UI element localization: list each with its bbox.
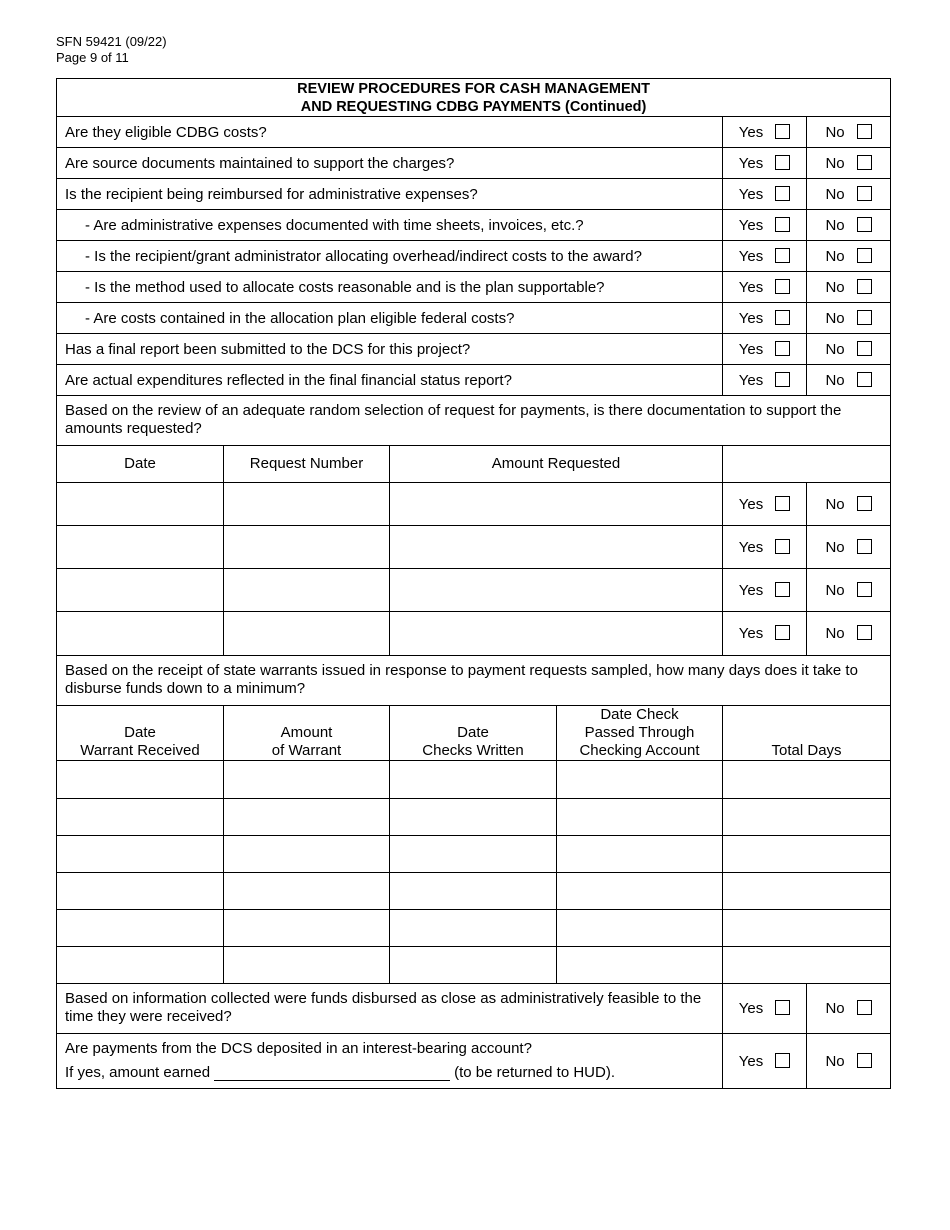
warrants-col-date-received: Date Warrant Received bbox=[57, 706, 224, 761]
no-label: No bbox=[825, 340, 845, 358]
warrants-col-checks-written: Date Checks Written bbox=[390, 706, 557, 761]
no-label: No bbox=[825, 371, 845, 389]
yes-checkbox[interactable] bbox=[775, 310, 790, 325]
no-label: No bbox=[825, 309, 845, 327]
request-number-cell[interactable] bbox=[224, 569, 390, 612]
no-checkbox[interactable] bbox=[857, 155, 872, 170]
question-text: Has a final report been submitted to the DCS for this project? bbox=[57, 334, 723, 365]
question-row bbox=[57, 117, 891, 148]
yes-label: Yes bbox=[738, 1052, 764, 1070]
date-received-cell[interactable] bbox=[57, 910, 224, 947]
no-label: No bbox=[825, 1000, 845, 1017]
yes-label: Yes bbox=[738, 278, 764, 296]
warrants-col-total-days: Total Days bbox=[723, 706, 891, 761]
yes-checkbox[interactable] bbox=[775, 372, 790, 387]
checks-written-cell[interactable] bbox=[390, 873, 557, 910]
total-days-cell[interactable] bbox=[723, 947, 891, 984]
question-row bbox=[57, 303, 891, 334]
warrants-row bbox=[57, 761, 891, 799]
payments-row bbox=[57, 483, 891, 526]
checks-written-cell[interactable] bbox=[390, 947, 557, 984]
amount-cell[interactable] bbox=[224, 910, 390, 947]
yes-checkbox[interactable] bbox=[775, 124, 790, 139]
amount-cell[interactable] bbox=[390, 569, 723, 612]
yes-checkbox[interactable] bbox=[775, 539, 790, 554]
form-header bbox=[56, 34, 167, 66]
payments-col-request-number: Request Number bbox=[224, 446, 390, 483]
no-checkbox[interactable] bbox=[857, 248, 872, 263]
payments-col-answer bbox=[723, 446, 891, 483]
yes-checkbox[interactable] bbox=[775, 279, 790, 294]
payments-col-amount: Amount Requested bbox=[390, 446, 723, 483]
question-row bbox=[57, 148, 891, 179]
passed-through-cell[interactable] bbox=[557, 910, 723, 947]
no-checkbox[interactable] bbox=[857, 496, 872, 511]
warrants-row bbox=[57, 910, 891, 947]
date-received-cell[interactable] bbox=[57, 799, 224, 836]
warrants-header-row bbox=[57, 706, 891, 761]
yes-label: Yes bbox=[738, 625, 764, 642]
question-text: Are they eligible CDBG costs? bbox=[57, 117, 723, 148]
no-checkbox[interactable] bbox=[857, 1053, 872, 1068]
no-label: No bbox=[825, 538, 845, 556]
question-row bbox=[57, 179, 891, 210]
amount-cell[interactable] bbox=[390, 526, 723, 569]
yes-checkbox[interactable] bbox=[775, 582, 790, 597]
interest-amount-field[interactable] bbox=[214, 1065, 450, 1081]
interest-question bbox=[57, 1034, 723, 1089]
payments-row bbox=[57, 569, 891, 612]
interest-amount-note: (to be returned to HUD). bbox=[454, 1064, 615, 1081]
yes-checkbox[interactable] bbox=[775, 496, 790, 511]
yes-checkbox[interactable] bbox=[775, 1000, 790, 1015]
yes-label: Yes bbox=[738, 495, 764, 513]
yes-checkbox[interactable] bbox=[775, 186, 790, 201]
warrants-row bbox=[57, 799, 891, 836]
yes-checkbox[interactable] bbox=[775, 1053, 790, 1068]
question-text: - Is the recipient/grant administrator allocating overhead/indirect costs to the award? bbox=[57, 241, 723, 272]
no-label: No bbox=[825, 625, 845, 642]
question-text: - Are administrative expenses documented with time sheets, invoices, etc.? bbox=[57, 210, 723, 241]
amount-cell[interactable] bbox=[224, 761, 390, 799]
amount-cell[interactable] bbox=[390, 483, 723, 526]
yes-label: Yes bbox=[738, 123, 764, 141]
question-row bbox=[57, 272, 891, 303]
warrants-row bbox=[57, 947, 891, 984]
date-received-cell[interactable] bbox=[57, 836, 224, 873]
yes-label: Yes bbox=[738, 340, 764, 358]
payments-header-row bbox=[57, 446, 891, 483]
payments-row bbox=[57, 526, 891, 569]
total-days-cell[interactable] bbox=[723, 873, 891, 910]
no-label: No bbox=[825, 154, 845, 172]
request-number-cell[interactable] bbox=[224, 612, 390, 656]
question-row bbox=[57, 984, 891, 1034]
section-title: REVIEW PROCEDURES FOR CASH MANAGEMENT AND REQUESTING CDBG PAYMENTS (Continued) bbox=[57, 79, 891, 117]
date-cell[interactable] bbox=[57, 483, 224, 526]
payments-prompt: Based on the review of an adequate random selection of request for payments, is there documentation to support the amounts requested? bbox=[57, 396, 891, 446]
no-checkbox[interactable] bbox=[857, 341, 872, 356]
question-text: - Are costs contained in the allocation plan eligible federal costs? bbox=[57, 303, 723, 334]
no-checkbox[interactable] bbox=[857, 625, 872, 640]
warrants-row bbox=[57, 873, 891, 910]
amount-cell[interactable] bbox=[224, 799, 390, 836]
no-checkbox[interactable] bbox=[857, 1000, 872, 1015]
yes-label: Yes bbox=[738, 1000, 764, 1017]
no-label: No bbox=[825, 216, 845, 234]
checks-written-cell[interactable] bbox=[390, 836, 557, 873]
date-cell[interactable] bbox=[57, 612, 224, 656]
form-code: SFN 59421 (09/22) bbox=[56, 34, 167, 49]
no-checkbox[interactable] bbox=[857, 186, 872, 201]
question-row bbox=[57, 241, 891, 272]
checks-written-cell[interactable] bbox=[390, 799, 557, 836]
warrants-row bbox=[57, 836, 891, 873]
no-label: No bbox=[825, 185, 845, 203]
request-number-cell[interactable] bbox=[224, 526, 390, 569]
passed-through-cell[interactable] bbox=[557, 836, 723, 873]
amount-cell[interactable] bbox=[224, 873, 390, 910]
no-label: No bbox=[825, 581, 845, 599]
date-cell[interactable] bbox=[57, 569, 224, 612]
question-text: Are source documents maintained to support the charges? bbox=[57, 148, 723, 179]
no-checkbox[interactable] bbox=[857, 582, 872, 597]
no-label: No bbox=[825, 247, 845, 265]
total-days-cell[interactable] bbox=[723, 910, 891, 947]
yes-checkbox[interactable] bbox=[775, 625, 790, 640]
no-checkbox[interactable] bbox=[857, 124, 872, 139]
date-cell[interactable] bbox=[57, 526, 224, 569]
question-text: - Is the method used to allocate costs reasonable and is the plan supportable? bbox=[57, 272, 723, 303]
total-days-cell[interactable] bbox=[723, 761, 891, 799]
interest-question-text: Are payments from the DCS deposited in an interest-bearing account? bbox=[65, 1040, 532, 1057]
question-row bbox=[57, 1034, 891, 1089]
review-table bbox=[56, 78, 891, 1089]
yes-label: Yes bbox=[738, 581, 764, 599]
question-row bbox=[57, 210, 891, 241]
yes-label: Yes bbox=[738, 247, 764, 265]
passed-through-cell[interactable] bbox=[557, 761, 723, 799]
checks-written-cell[interactable] bbox=[390, 910, 557, 947]
amount-cell[interactable] bbox=[390, 612, 723, 656]
question-text: Are actual expenditures reflected in the final financial status report? bbox=[57, 365, 723, 396]
no-checkbox[interactable] bbox=[857, 217, 872, 232]
amount-cell[interactable] bbox=[224, 836, 390, 873]
no-label: No bbox=[825, 123, 845, 141]
yes-label: Yes bbox=[738, 538, 764, 556]
yes-checkbox[interactable] bbox=[775, 248, 790, 263]
date-received-cell[interactable] bbox=[57, 873, 224, 910]
warrants-col-amount: Amount of Warrant bbox=[224, 706, 390, 761]
disbursed-question: Based on information collected were funds disbursed as close as administratively feasible to the time they were received? bbox=[57, 984, 723, 1034]
yes-label: Yes bbox=[738, 216, 764, 234]
amount-cell[interactable] bbox=[224, 947, 390, 984]
no-checkbox[interactable] bbox=[857, 279, 872, 294]
payments-row bbox=[57, 612, 891, 656]
no-label: No bbox=[825, 495, 845, 513]
question-row bbox=[57, 365, 891, 396]
no-label: No bbox=[825, 278, 845, 296]
question-text: Is the recipient being reimbursed for administrative expenses? bbox=[57, 179, 723, 210]
warrants-prompt: Based on the receipt of state warrants issued in response to payment requests sampled, how many days does it take to disburse funds down to a minimum? bbox=[57, 656, 891, 706]
no-checkbox[interactable] bbox=[857, 372, 872, 387]
passed-through-cell[interactable] bbox=[557, 873, 723, 910]
warrants-col-passed-through: Date Check Passed Through Checking Account bbox=[557, 706, 723, 761]
date-received-cell[interactable] bbox=[57, 947, 224, 984]
passed-through-cell[interactable] bbox=[557, 799, 723, 836]
total-days-cell[interactable] bbox=[723, 799, 891, 836]
no-checkbox[interactable] bbox=[857, 539, 872, 554]
total-days-cell[interactable] bbox=[723, 836, 891, 873]
yes-label: Yes bbox=[738, 309, 764, 327]
yes-checkbox[interactable] bbox=[775, 155, 790, 170]
no-checkbox[interactable] bbox=[857, 310, 872, 325]
yes-checkbox[interactable] bbox=[775, 217, 790, 232]
payments-col-date: Date bbox=[57, 446, 224, 483]
no-label: No bbox=[825, 1052, 845, 1070]
yes-checkbox[interactable] bbox=[775, 341, 790, 356]
yes-label: Yes bbox=[738, 371, 764, 389]
date-received-cell[interactable] bbox=[57, 761, 224, 799]
yes-label: Yes bbox=[738, 185, 764, 203]
request-number-cell[interactable] bbox=[224, 483, 390, 526]
checks-written-cell[interactable] bbox=[390, 761, 557, 799]
interest-amount-label: If yes, amount earned bbox=[65, 1064, 211, 1081]
question-row bbox=[57, 334, 891, 365]
passed-through-cell[interactable] bbox=[557, 947, 723, 984]
yes-label: Yes bbox=[738, 154, 764, 172]
page-number: Page 9 of 11 bbox=[56, 50, 129, 65]
